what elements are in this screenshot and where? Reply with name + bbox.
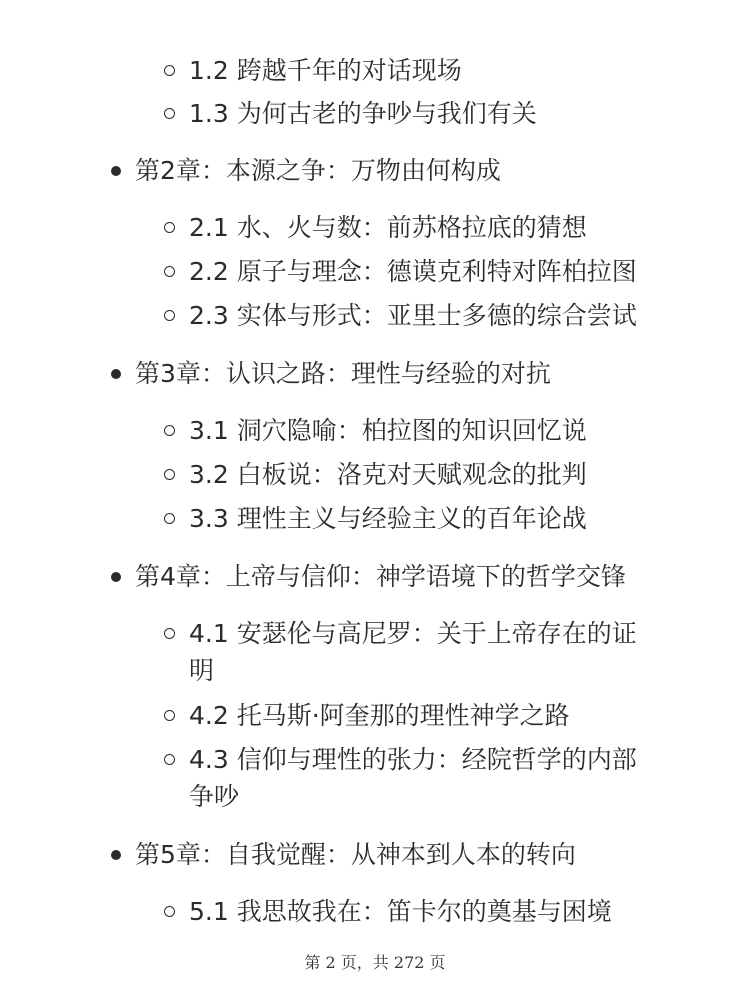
hollow-bullet-icon <box>164 906 175 917</box>
toc-section-label: 2.1 水、火与数：前苏格拉底的猜想 <box>189 213 587 242</box>
toc-chapter-label: 第4章：上帝与信仰：神学语境下的哲学交锋 <box>135 562 626 591</box>
toc-section-5-1[interactable] <box>189 892 612 932</box>
toc-section-label: 4.1 安瑟伦与高尼罗：关于上帝存在的证 <box>189 619 637 648</box>
toc-section-label: 5.1 我思故我在：笛卡尔的奠基与困境 <box>189 897 612 926</box>
toc-section-3-3[interactable] <box>189 499 587 539</box>
toc-section-2-3[interactable] <box>189 296 637 336</box>
toc-section-4-1[interactable] <box>189 614 637 654</box>
toc-chapter-label: 第2章：本源之争：万物由何构成 <box>135 156 501 185</box>
toc-section-4-3[interactable] <box>189 740 637 780</box>
filled-bullet-icon <box>111 166 121 176</box>
toc-chapter-label: 第3章：认识之路：理性与经验的对抗 <box>135 359 551 388</box>
filled-bullet-icon <box>111 369 121 379</box>
hollow-bullet-icon <box>164 513 175 524</box>
toc-chapter-4[interactable] <box>135 557 626 597</box>
toc-chapter-3[interactable] <box>135 354 551 394</box>
toc-section-label-continuation: 明 <box>189 656 215 685</box>
hollow-bullet-icon <box>164 469 175 480</box>
toc-chapter-2[interactable] <box>135 151 501 191</box>
hollow-bullet-icon <box>164 65 175 76</box>
toc-section-label: 1.3 为何古老的争吵与我们有关 <box>189 99 537 128</box>
hollow-bullet-icon <box>164 108 175 119</box>
hollow-bullet-icon <box>164 266 175 277</box>
hollow-bullet-icon <box>164 628 175 639</box>
toc-section-4-2[interactable] <box>189 696 570 736</box>
toc-section-1-3[interactable] <box>189 94 537 134</box>
toc-section-2-1[interactable] <box>189 208 587 248</box>
toc-section-2-2[interactable] <box>189 252 637 292</box>
hollow-bullet-icon <box>164 754 175 765</box>
page-footer: 第 2 页，共 272 页 <box>304 953 446 972</box>
hollow-bullet-icon <box>164 222 175 233</box>
toc-section-label: 1.2 跨越千年的对话现场 <box>189 56 462 85</box>
hollow-bullet-icon <box>164 425 175 436</box>
toc-section-1-2[interactable] <box>189 51 462 91</box>
toc-section-3-1[interactable] <box>189 411 587 451</box>
toc-section-label-continuation: 争吵 <box>189 782 240 811</box>
hollow-bullet-icon <box>164 310 175 321</box>
toc-chapter-5[interactable] <box>135 835 576 875</box>
filled-bullet-icon <box>111 572 121 582</box>
filled-bullet-icon <box>111 850 121 860</box>
hollow-bullet-icon <box>164 710 175 721</box>
toc-section-label: 3.1 洞穴隐喻：柏拉图的知识回忆说 <box>189 416 587 445</box>
toc-chapter-label: 第5章：自我觉醒：从神本到人本的转向 <box>135 840 576 869</box>
toc-section-label: 2.2 原子与理念：德谟克利特对阵柏拉图 <box>189 257 637 286</box>
toc-section-label: 2.3 实体与形式：亚里士多德的综合尝试 <box>189 301 637 330</box>
toc-section-label: 3.3 理性主义与经验主义的百年论战 <box>189 504 587 533</box>
toc-section-label: 3.2 白板说：洛克对天赋观念的批判 <box>189 460 587 489</box>
toc-section-3-2[interactable] <box>189 455 587 495</box>
toc-section-label: 4.3 信仰与理性的张力：经院哲学的内部 <box>189 745 637 774</box>
toc-section-label: 4.2 托马斯·阿奎那的理性神学之路 <box>189 701 570 730</box>
